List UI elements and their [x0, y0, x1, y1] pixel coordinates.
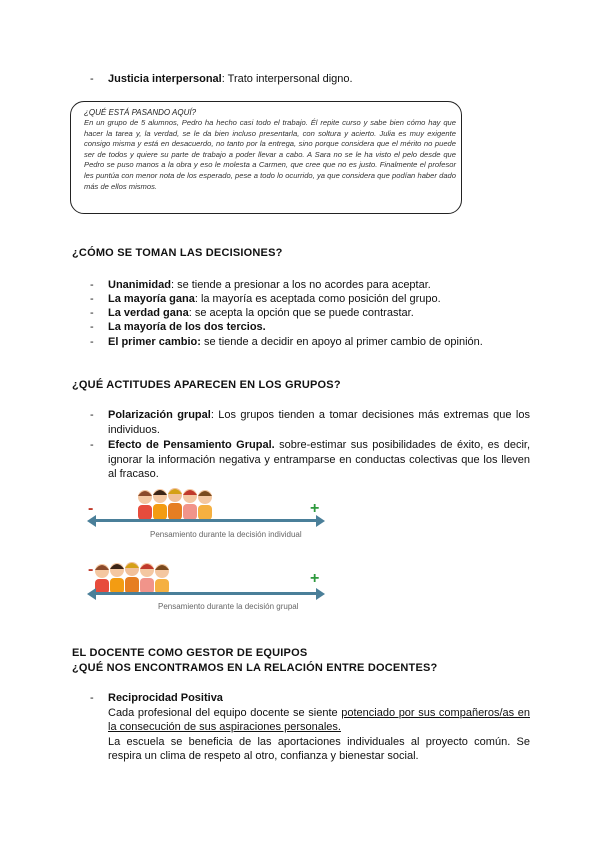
section-heading-actitudes: ¿QUÉ ACTITUDES APARECEN EN LOS GRUPOS?	[72, 379, 341, 391]
minus-sign: -	[88, 561, 94, 578]
plus-sign: +	[310, 570, 320, 587]
item-label: Polarización grupal	[108, 409, 211, 421]
arrow-right-icon	[316, 588, 325, 600]
minus-sign: -	[88, 500, 94, 517]
item-text: : se acepta la opción que se puede contrastar.	[188, 307, 414, 319]
axis-line	[92, 519, 318, 522]
item-text: : la mayoría es aceptada como posición del grupo.	[194, 293, 441, 305]
bullet-dash: -	[90, 692, 94, 704]
section-heading-docente: EL DOCENTE COMO GESTOR DE EQUIPOS	[72, 647, 308, 659]
item-label: Reciprocidad Positiva	[108, 692, 223, 704]
item-label: La mayoría de los dos tercios.	[108, 321, 266, 333]
bullet-dash: -	[90, 293, 94, 305]
item-label: La mayoría gana	[108, 293, 195, 305]
paragraph-start: Cada profesional del equipo docente se siente	[108, 706, 342, 719]
bullet-dash: -	[90, 307, 94, 319]
bullet-dash: -	[90, 336, 94, 348]
underlined-text: potenciado por sus compañeros/as en la consecución de sus aspiraciones personales.	[108, 706, 530, 734]
arrow-left-icon	[87, 588, 96, 600]
section-heading-decisiones: ¿CÓMO SE TOMAN LAS DECISIONES?	[72, 247, 283, 259]
item-label: El primer cambio:	[108, 336, 201, 348]
item-label: Efecto de Pensamiento Grupal.	[108, 439, 275, 451]
item-label: Justicia interpersonal	[108, 73, 222, 85]
arrow-left-icon	[87, 515, 96, 527]
caption-group: Pensamiento durante la decisión grupal	[158, 602, 299, 611]
bullet-dash: -	[90, 279, 94, 291]
people-group-icon	[135, 486, 215, 520]
item-text: : Los grupos tienden a tomar decisiones más extremas que los individuos.	[108, 409, 530, 436]
item-text: se tiende a decidir en apoyo al primer cambio de opinión.	[200, 336, 483, 348]
item-label: Unanimidad	[108, 279, 171, 291]
paragraph-school: La escuela se beneficia de las aportaciones individuales al proyecto común. Se respira un clima de respeto al otro, confianza y bienestar social.	[108, 735, 530, 763]
item-label: La verdad gana	[108, 307, 189, 319]
bullet-dash: -	[90, 439, 94, 451]
case-box-text: En un grupo de 5 alumnos, Pedro ha hecho casi todo el trabajo. Él repite curso y sabe bien cómo hay que hacer la tarea y, la verdad, se le da bien incluso presentarla, con soltura y acierto. Julia es muy exigente consigo misma y está en desacuerdo, no tanto por la entrega, sino porque considera que el mérito no puede ser de todos y quiere su parte de trabajo a poder llevar a cabo. A Sara no se le ha visto el pelo desde que Pedro se puso manos a la obra y eso le molesta a Carmen, que cree que no es justo. Finalmente el profesor les puntúa con menor nota de los esperado, pese a todo lo ocurrido, ya que considera que podían haber dado más de ellos mismos.	[84, 118, 456, 191]
bullet-dash: -	[90, 321, 94, 333]
item-text: sobre-estimar sus posibilidades de éxito, es decir, ignorar la información negativa y entramparse en conductas colectivas que los lleven al fracaso.	[108, 439, 531, 481]
bullet-dash: -	[90, 409, 94, 421]
caption-individual: Pensamiento durante la decisión individual	[150, 530, 302, 539]
plus-sign: +	[310, 500, 320, 517]
arrow-right-icon	[316, 515, 325, 527]
item-text: : Trato interpersonal digno.	[221, 73, 353, 85]
section-subheading-relacion: ¿QUÉ NOS ENCONTRAMOS EN LA RELACIÓN ENTRE DOCENTES?	[72, 662, 438, 674]
case-box-title: ¿QUÉ ESTÁ PASANDO AQUÍ?	[84, 108, 197, 117]
axis-line	[92, 592, 318, 595]
bullet-dash: -	[90, 73, 94, 85]
item-text: : se tiende a presionar a los no acordes para aceptar.	[170, 279, 431, 291]
people-group-icon	[92, 560, 172, 594]
